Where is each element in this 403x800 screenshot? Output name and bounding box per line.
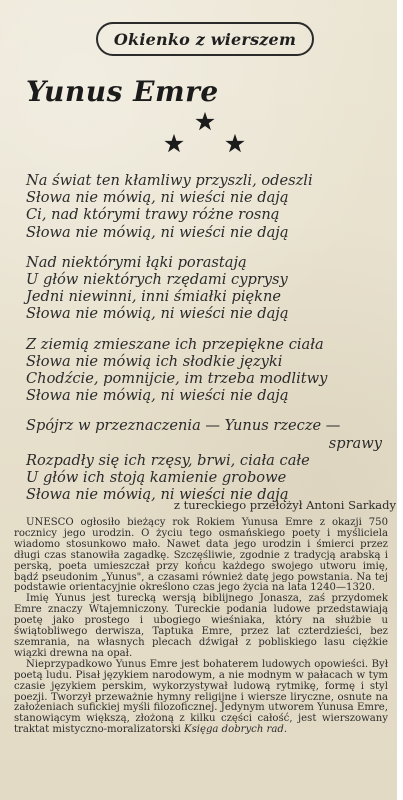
book-title: Księga dobrych rad.	[184, 724, 288, 736]
poem-line: Spójrz w przeznaczenia — Yunus rzecze —	[26, 417, 341, 435]
poem-line: Słowa nie mówią, ni wieści nie dają	[26, 486, 289, 504]
star-icon	[224, 133, 246, 155]
poem-line: Rozpadły się ich rzęsy, brwi, ciała całe	[26, 451, 310, 469]
poem-line: Słowa nie mówią, ni wieści nie dają	[26, 387, 289, 405]
poem-line-continuation: sprawy	[328, 434, 382, 452]
poem-line: Słowa nie mówią, ni wieści nie dają	[26, 223, 289, 241]
poem-line: Nad niektórymi łąki porastają	[26, 253, 247, 271]
article-paragraph	[14, 660, 388, 736]
article-paragraph: UNESCO ogłosiło bieżący rok Rokiem Yunusa Emre z okazji 750 rocznicy jego urodzin. O życiu tego osmańskiego poety i myśliciela wiadomo stosunkowo mało. Nawet data jego urodzin i śmierci przez długi czas stanowiła zagadkę. Szczęśliwie, zgodnie z tradycją arabską i perską, poeta umieszczał przy końcu każdego swojego utworu imię, bądź pseudonim „Yunus", a czasami również datę jego powstania. Na tej podstawie orientacyjnie określono czas jego życia na lata 1240—1320.	[14, 517, 388, 594]
poem-body	[26, 172, 386, 516]
poem-line: Słowa nie mówią ich słodkie języki	[26, 352, 283, 370]
poem-line: U głów ich stoją kamienie grobowe	[26, 469, 287, 487]
poem-line: Słowa nie mówią, ni wieści nie dają	[26, 305, 289, 323]
poem-line: Chodźcie, pomnijcie, im trzeba modlitwy	[26, 370, 328, 388]
article-paragraph: Imię Yunus jest turecką wersją biblijnego Jonasza, zaś przydomek Emre znaczy Wtajemniczony. Tureckie podania ludowe przedstawiają poetę jako prostego i ubogiego wieśniaka, który na służbie u świątobliwego derwisza, Taptuka Emre, przez lat czterdzieści, bez szemrania, na własnych plecach dźwigał z pobliskiego lasu ciężkie wiązki drewna na opał.	[14, 593, 388, 659]
page-edge	[397, 0, 403, 800]
poem-title: Yunus Emre	[26, 75, 219, 108]
poem-stanza	[26, 336, 386, 405]
translator-credit: z tureckiego przełożył Antoni Sarkady	[173, 498, 396, 512]
poem-line: Na świat ten kłamliwy przyszli, odeszli	[26, 172, 313, 189]
star-icon	[194, 111, 216, 133]
poem-stanza	[26, 254, 386, 323]
poem-line: Ci, nad którymi trawy różne rosną	[26, 206, 280, 224]
article-text	[14, 518, 388, 736]
poem-stanza	[26, 172, 386, 241]
decorative-stars	[0, 105, 403, 155]
poem-line: U głów niektórych rzędami cyprysy	[26, 271, 288, 289]
article-paragraph-text: Nieprzypadkowo Yunus Emre jest bohaterem ludowych opowieści. Był poetą ludu. Pisał językiem narodowym, a nie modnym w pałacach w tym czasie językiem perskim, wykorzystywał ludową rytmikę, formę i styl poezji. Tworzył przeważnie hymny religijne i wiersze liryczne, osnute na założeniach sufickiej myśli filozoficznej. Jedynym utworem Yunusa Emre, stanowiącym większą, złożoną z kilku części całość, jest wierszowany traktat mistyczno-moralizatorski	[14, 658, 388, 736]
poem-stanza	[26, 417, 386, 503]
section-header-label: Okienko z wierszem	[113, 29, 297, 49]
section-header-box	[96, 22, 314, 56]
poem-line: Jedni niewinni, inni śmiałki piękne	[26, 288, 282, 306]
poem-line: Z ziemią zmieszane ich przepiękne ciała	[26, 335, 324, 353]
poem-line: Słowa nie mówią, ni wieści nie dają	[26, 189, 289, 207]
star-icon	[163, 133, 185, 155]
